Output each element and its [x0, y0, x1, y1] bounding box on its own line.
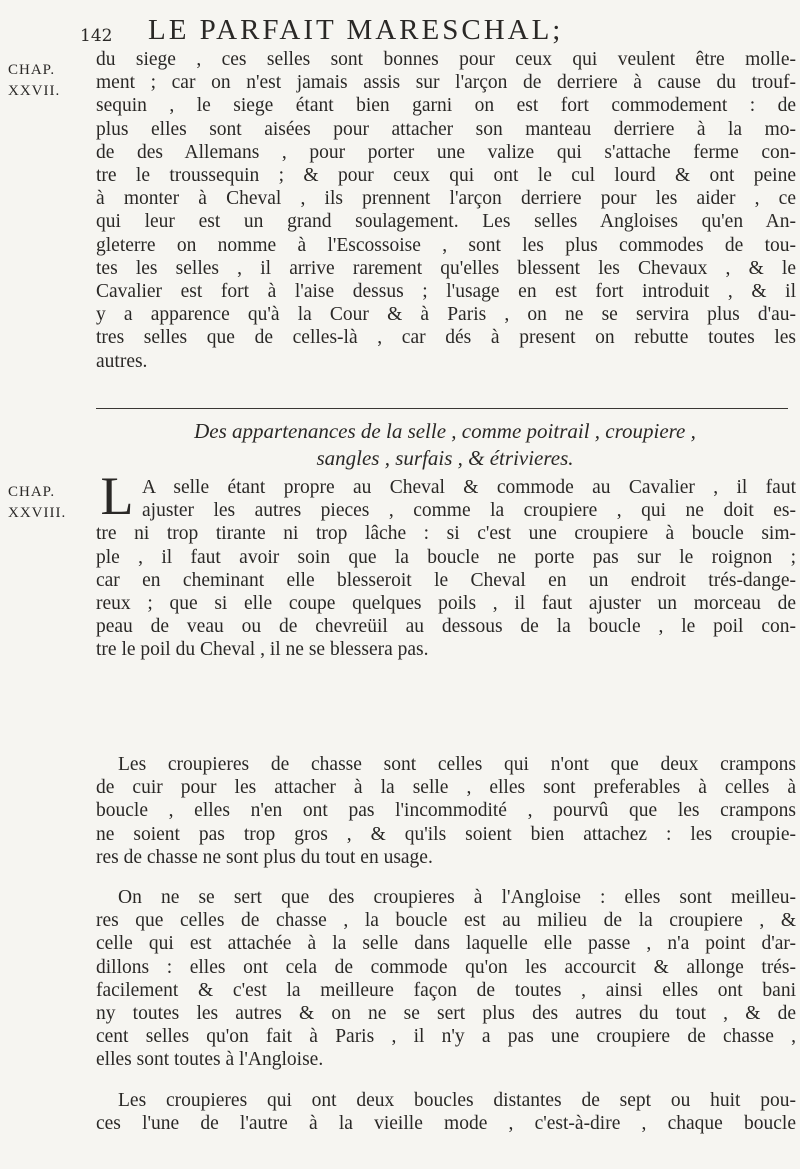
text-line: celle qui est attachée à la selle dans laquelle elle passe , n'a point d'ar-: [96, 933, 796, 955]
text-line: tes les selles , il arrive rarement qu'elles blessent les Chevaux , & le: [96, 257, 796, 279]
text-line: à monter à Cheval , ils prennent l'arçon derriere pour les aider , ce: [96, 188, 796, 210]
text-line: ment ; car on n'est jamais assis sur l'arçon de derriere à cause du trouf-: [96, 72, 796, 94]
text-line: ces l'une de l'autre à la vieille mode , c'est-à-dire , chaque boucle: [96, 1113, 796, 1135]
text-line: ajuster les autres pieces , comme la croupiere , qui ne doit es-: [142, 500, 796, 522]
drop-cap-initial: L: [100, 466, 134, 526]
text-line: dillons : elles ont cela de commode qu'on les accourcit & allonge trés-: [96, 956, 796, 978]
text-line: facilement & c'est la meilleure façon de toutes , ainsi elles ont bani: [96, 979, 796, 1001]
text-line: tre ni trop tirante ni trop lâche : si c'est une croupiere à boucle sim-: [96, 523, 796, 545]
text-line: de des Allemans , pour porter une valize qui s'attache ferme con-: [96, 141, 796, 163]
section-divider: [96, 408, 788, 409]
paragraph-croupiere: [96, 476, 796, 662]
text-line: tre le troussequin ; & pour ceux qui ont le cul lourd & ont peine: [96, 165, 796, 187]
text-line: plus elles sont aisées pour attacher son manteau derriere à la mo-: [96, 118, 796, 140]
text-line: On ne se sert que des croupieres à l'Angloise : elles sont meilleu-: [118, 887, 796, 908]
text-line: cent selles qu'on fait à Paris , il n'y a pas une croupiere de chasse ,: [96, 1026, 796, 1048]
text-line: A selle étant propre au Cheval & commode au Cavalier , il faut: [142, 477, 796, 498]
text-line: boucle , elles n'en ont pas l'incommodité , pourvû que les crampons: [96, 800, 796, 822]
margin-note-chapter-27: CHAP. XXVII.: [8, 62, 61, 99]
text-line: tre le poil du Cheval , il ne se blessera pas.: [96, 639, 429, 661]
text-line: autres.: [96, 350, 148, 372]
text-line: de cuir pour les attacher à la selle , elles sont preferables à celles à: [96, 777, 796, 799]
paragraph-croupieres-angloise: [96, 886, 796, 1072]
text-line: du siege , ces selles sont bonnes pour ceux qui veulent être molle-: [96, 49, 796, 70]
text-line: tres selles que de celles-là , car dés à present on rebutte toutes les: [96, 327, 796, 349]
section-title: [100, 418, 790, 472]
text-line: Cavalier est fort à l'aise dessus ; l'usage en est fort introduit , & il: [96, 281, 796, 303]
text-line: ne soient pas trop gros , & qu'ils soient bien attachez : les croupie-: [96, 823, 796, 845]
paragraph-deux-boucles: [96, 1089, 796, 1135]
text-line: Les croupieres qui ont deux boucles distantes de sept ou huit pou-: [118, 1090, 796, 1111]
text-line: peau de veau ou de chevreüil au dessous de la boucle , le poil con-: [96, 616, 796, 638]
text-line: Les croupieres de chasse sont celles qui n'ont que deux crampons: [118, 754, 796, 775]
paragraph-selles: [96, 48, 796, 373]
text-line: gleterre on nomme à l'Escossoise , sont les plus commodes de tou-: [96, 234, 796, 256]
text-line: reux ; que si elle coupe quelques poils , il faut ajuster un morceau de: [96, 593, 796, 615]
text-line: y a apparence qu'à la Cour & à Paris , on ne se servira plus d'au-: [96, 304, 796, 326]
paragraph-croupieres-de-chasse: [96, 753, 796, 869]
running-head: LE PARFAIT MARESCHAL;: [148, 14, 564, 46]
text-line: qui leur est un grand soulagement. Les selles Angloises qu'en An-: [96, 211, 796, 233]
text-line: car en cheminant elle blesseroit le Cheval en un endroit trés-dange-: [96, 569, 796, 591]
text-line: res de chasse ne sont plus du tout en usage.: [96, 846, 433, 868]
text-line: ple , il faut avoir soin que la boucle ne porte pas sur le roignon ;: [96, 546, 796, 568]
page-number: 142: [80, 26, 113, 46]
text-line: elles sont toutes à l'Angloise.: [96, 1049, 324, 1071]
text-line: sequin , le siege étant bien garni on est fort commodement : de: [96, 95, 796, 117]
margin-note-chapter-28: CHAP. XXVIII.: [8, 484, 67, 521]
section-title-line: sangles , surfais , & étrivieres.: [316, 446, 574, 470]
text-line: ny toutes les autres & on ne se sert plus des autres du tout , & de: [96, 1003, 796, 1025]
section-title-line: Des appartenances de la selle , comme poitrail , croupiere ,: [194, 419, 696, 443]
text-line: res que celles de chasse , la boucle est au milieu de la croupiere , &: [96, 910, 796, 932]
